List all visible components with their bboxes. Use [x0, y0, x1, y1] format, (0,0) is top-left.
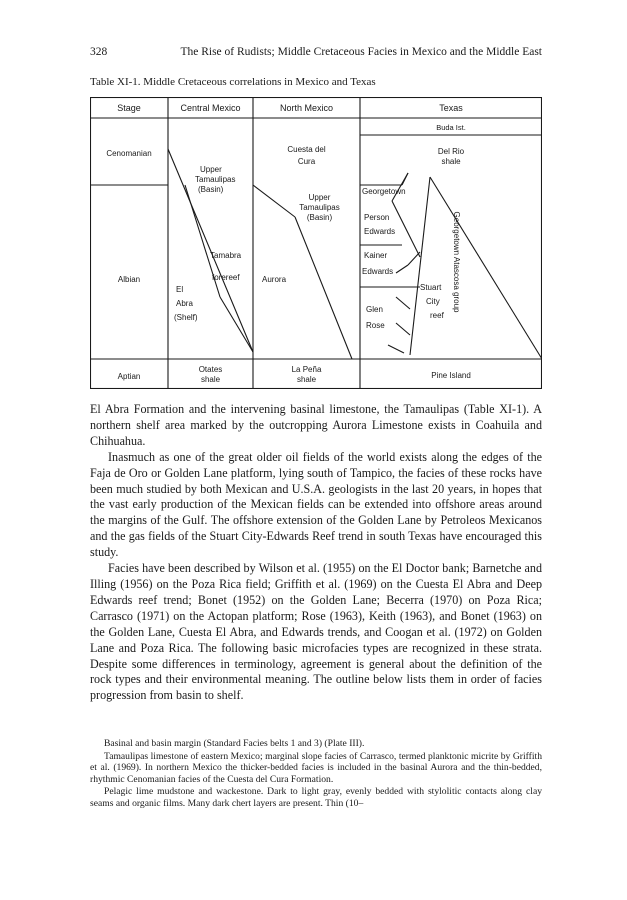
north-basin: (Basin) [306, 213, 333, 222]
texas-del-rio: Del Rio [437, 147, 465, 156]
texas-person: Person [364, 213, 390, 222]
header-stage: Stage [117, 103, 141, 113]
stage-albian: Albian [117, 275, 141, 284]
running-title: The Rise of Rudists; Middle Cretaceous Facies in Mexico and the Middle East [180, 46, 542, 58]
central-forereef: forereef [212, 273, 240, 282]
table-lines [90, 97, 542, 389]
texas-reef: reef [430, 311, 444, 320]
central-otates-shale: shale [200, 375, 221, 384]
texas-kainer: Kainer [364, 251, 388, 260]
paragraph-2: Inasmuch as one of the great older oil fields of the world exists along the edges of the Faja de Oro or Golden Lane platform, lying south of Tampico, the facies of these rocks have been much studied by both Mexican and U.S.A. geologists in the last 20 years, in hopes that the vast early production of the Mexican fields can be extended into offshore areas around the margins of the Gulf. The offshore extension of the Golden Lane by Petroleos Mexicanos and the gas fields of the Stuart City-Edwards Reef trend in south Texas have encouraged this study. [90, 449, 542, 560]
texas-buda: Buda Ist. [436, 123, 466, 132]
texas-stuart: Stuart [420, 283, 442, 292]
texas-city: City [426, 297, 440, 306]
texas-georgetown: Georgetown [362, 187, 406, 196]
central-basin: (Basin) [198, 185, 224, 194]
texas-kainer-edwards: Edwards [362, 267, 394, 276]
body-text [90, 402, 542, 704]
texas-person-edwards: Edwards [364, 227, 396, 236]
outline-tamaulipas: Tamaulipas limestone of eastern Mexico; marginal slope facies of Carrasco, termed planktonic micrite by Griffith et al. (1969). In northern Mexico the thicker-bedded facies is included in the basinal Aurora and the thin-bedded, rhythmic Cenomanian facies of the Cuesta del Cura Formation. [90, 750, 542, 785]
texas-pine-island: Pine Island [431, 371, 471, 380]
page-number: 328 [90, 46, 108, 58]
stage-cenomanian: Cenomanian [106, 149, 152, 158]
texas-del-rio-shale: shale [441, 157, 461, 166]
correlation-table [90, 97, 542, 389]
central-abra: Abra [176, 299, 193, 308]
outline-pelagic: Pelagic lime mudstone and wackestone. Dark to light gray, evenly bedded with stylolitic contacts along clay seams and organic films. Many dark chert layers are present. Thin (10– [90, 786, 542, 809]
north-la-pena: La Peña [291, 365, 322, 374]
texas-rose: Rose [366, 321, 385, 330]
stage-aptian: Aptian [117, 372, 141, 381]
north-cuesta-del: Cuesta del [287, 145, 326, 154]
facies-outline [90, 738, 542, 811]
central-otates: Otates [198, 365, 223, 374]
central-tamaulipas: Tamaulipas [195, 175, 236, 184]
header-north-mexico: North Mexico [279, 103, 333, 113]
central-el: El [176, 285, 184, 294]
central-upper: Upper [200, 165, 222, 174]
texas-glen: Glen [366, 305, 383, 314]
north-aurora: Aurora [262, 275, 287, 284]
north-upper: Upper [308, 193, 331, 202]
table-caption: Table XI-1. Middle Cretaceous correlations in Mexico and Texas [90, 76, 376, 88]
central-shelf: (Shelf) [174, 313, 198, 322]
paragraph-1: El Abra Formation and the intervening basinal limestone, the Tamaulipas (Table XI-1). A northern shelf area marked by the outcropping Aurora Limestone exists in Coahuila and Chihuahua. [90, 402, 542, 448]
central-tamabra: Tamabra [210, 251, 242, 260]
header-central-mexico: Central Mexico [180, 103, 241, 113]
paragraph-3: Facies have been described by Wilson et al. (1955) on the El Doctor bank; Barnetche and Illing (1956) on the Poza Rica field; Griffith et al. (1969) on the Cuesta El Abra and Deep Edwards reef trend; Bonet (1952) on the Golden Lane; Becerra (1970) on Poza Rica; Carrasco (1971) on the Actopan platform; Rose (1963), Keith (1963), and Bonet (1963) on the Golden Lane, Cuesta El Abra, and Edwards trends, and Coogan et al. (1972) on Golden Lane and Poza Rica. The following basic microfacies types are recognized in these strata. Despite some differences in terminology, agreement is general about the definition of the rock types and their environmental meaning. The outline below lists them in order of facies progression from basin to shelf. [90, 561, 542, 703]
north-cura: Cura [297, 157, 316, 166]
texas-georgetown-atascosa-group: Georgetown Atascosa group [452, 211, 461, 313]
north-tamaulipas: Tamaulipas [299, 203, 340, 212]
header-texas: Texas [439, 103, 463, 113]
north-la-pena-shale: shale [296, 375, 317, 384]
outline-heading: Basinal and basin margin (Standard Facies belts 1 and 3) (Plate III). [104, 738, 365, 749]
